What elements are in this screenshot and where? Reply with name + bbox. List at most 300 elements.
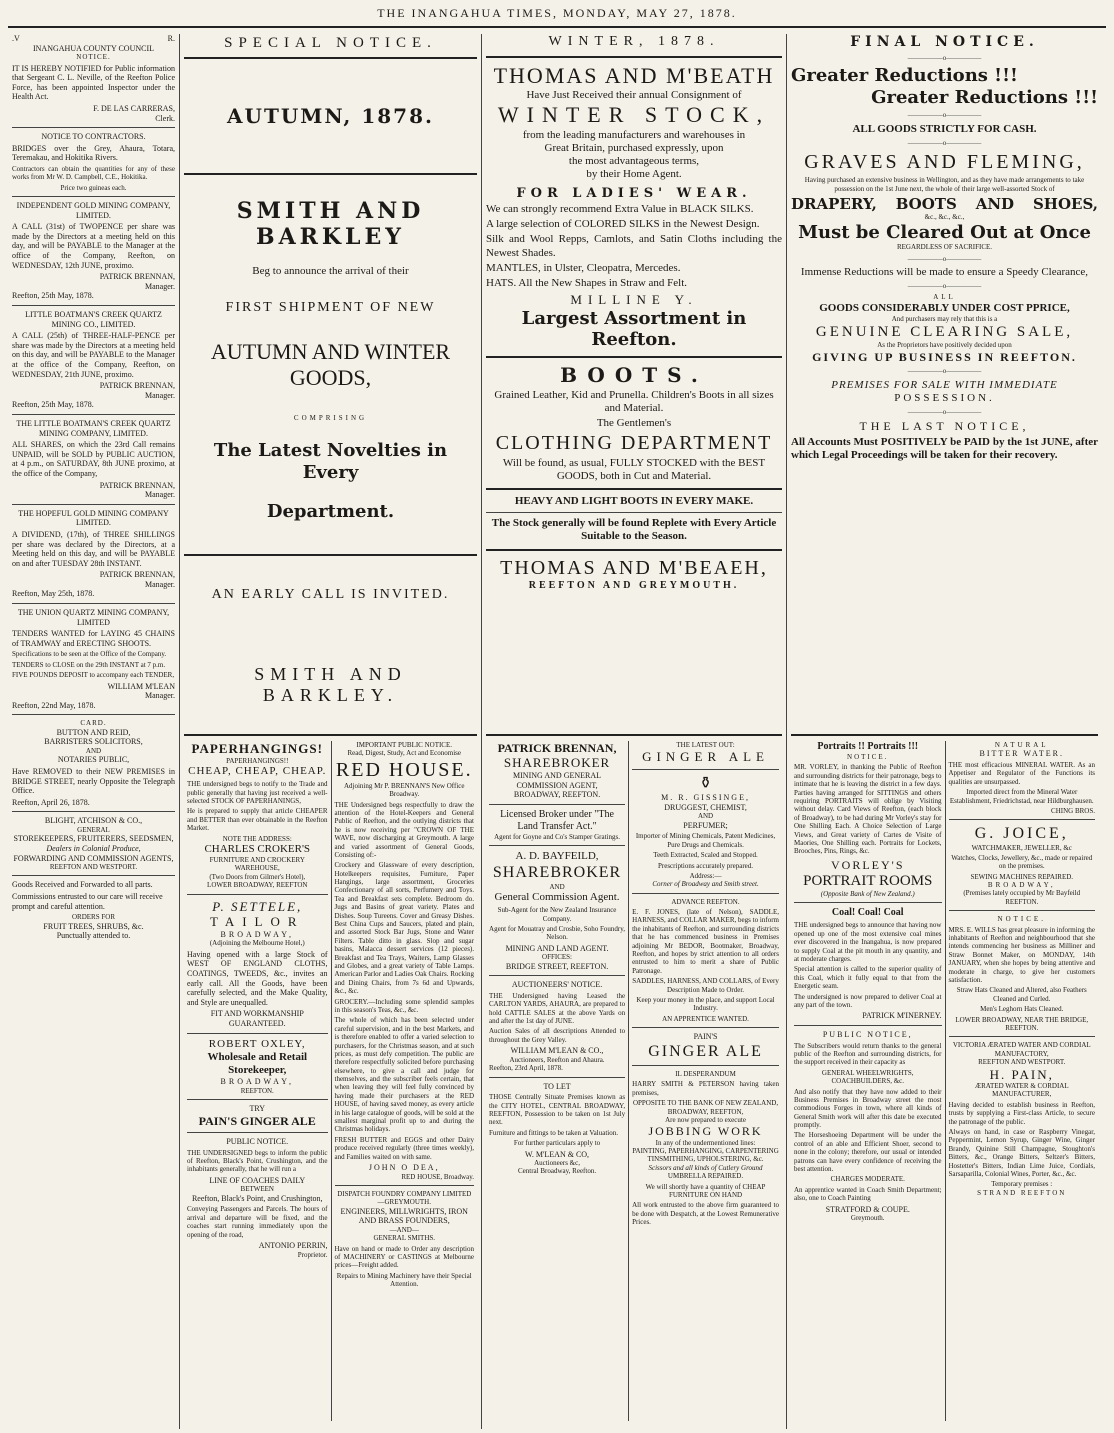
little-boatman-signature: PATRICK BRENNAN, [99,381,175,391]
pet-body-5: PAINTING, PAPERHANGING, CARPENTERING [632,1147,779,1156]
union-signature-title: Manager. [145,691,175,701]
oxley-pain: PAIN'S GINGER ALE [198,1113,316,1128]
pet-body-9: We will shortly have a quantity of CHEAP FURNITURE ON HAND [645,1182,766,1200]
ad-offices: OFFICES: [542,953,573,962]
ph-doors: (Two Doors from Gilmer's Hotel), [209,872,306,881]
settele-name: P. SETTELE, [212,898,303,914]
bit-name: BITTER WATER. [979,749,1064,759]
vor-opposite: (Opposite Bank of New Zealand.) [820,890,915,899]
independent-call [12,201,175,301]
paperhangings-ad [187,741,328,890]
pb-licensed: Licensed Broker under "The Land Transfer Act." [500,808,614,832]
final-notice: FINAL NOTICE. [850,34,1039,50]
little-boatman-heading: LITTLE BOATMAN'S CREEK QUARTZ MINING CO., LIMITED. [25,310,162,329]
auctioneers-ad [489,980,625,1072]
joi-body: WATCHMAKER, JEWELLER, &c [971,843,1072,852]
genuine-sale: GENUINE CLEARING SALE, [815,324,1074,341]
patrick-brennan-ad [489,741,625,841]
smith-barkley-title: SMITH AND BARKLEY [236,198,425,251]
ph-name: CHARLES CROKER'S [204,842,311,855]
pains-ginger-ad [632,1032,779,1061]
wil-body-4: LOWER BROADWAY, NEAR THE BRIDGE, REEFTON. [955,1015,1089,1032]
let-body: THOSE Centrally Situate Premises known as the CITY HOTEL, CENTRAL BROADWAY, REEFTON, Possession to be taken on 1st July next. [489,1093,626,1127]
jon-body: E. F. JONES, (late of Nelson), SADDLE, HARNESS, and COLLAR MAKER, begs to inform the inhabitants of Reefton, and surrounding districts that he has commenced business in Premises adjoining Mr BEDOR, Bootmaker, Broadway, Reefton, and hopes by strict attention to all orders entrusted to him to merit a share of Public Patronage. [632,908,779,975]
coach-signature-title: Proprietor. [297,1250,328,1259]
joi-body-4: (Premises lately occupied by Mr Bayfeild REEFTON. [963,889,1081,906]
jon-body-2: SADDLES, HARNESS, AND COLLARS, of Every Description Made to Order. [632,977,779,994]
joi-body-3: SEWING MACHINES REPAIRED. [970,872,1074,881]
columns [8,34,1106,1429]
vic-body-3: Always on hand, in case or Raspberry Vinegar, Peppermint, Lemon Syrup, Ginger Wine, Ginger Brandy, Quinine Still Champagne, Stoughton's Bitters, &c., Orange Bitters, Seltzer's Bitters, Hostetter's Bitters, Indian Lime Juice, Cordials, Sarsaparilla, Colonial Wines, Porter, &c., &c. [948,1128,1095,1178]
must-be-cleared: Must be Cleared Out at Once [798,221,1091,243]
from-leading: from the leading manufacturers and warehouses in [522,128,746,141]
little-boatman-body: A CALL (25th) of THREE-HALF-PENCE per share was made by the Directors at a meeting held on this day, and will be PAYABLE to the Manager at the office of the Company, Reefton, on WEDNESDAY, 21th JUNE, proximo. [12,331,175,379]
let-body-3: For further particulars apply to [513,1139,601,1148]
little-boatman-call [12,310,175,410]
drapery-line [791,195,1098,213]
independent-signature-title: Manager. [145,281,175,291]
vor-name: VORLEY'S [831,857,905,872]
graves-fleming-ad: FINAL NOTICE. —————o————— Greater Reductions !!! Greater Reductions !!! —————o————— ALL GOODS STRICTLY FOR CASH. —————o————— GRAVES AND FLEMING, Having purchased an extensive business in Wellington, and as they have made arrangements to take possession on the 1st June next, the whole of their large well-assorted Stock of DRAPERY, BOOTS AND SHOES, &c., &c., &c., Must be Cleared Out at Once REGARDLESS OF SACRIFICE. —————o————— Immense Reductions will be made to ensure a Speedy Clearance, —————o————— ALL GOODS CONSIDERABLY UNDER COST PPRICE, And purchasers may rely that this is a GENUINE CLEARING SALE, As the Proprietors have positively decided upon GIVING UP BUSINESS IN REEFTON. —————o————— PREMISES FOR SALE WITH IMMEDIATE POSSESSION. —————o————— THE LAST NOTICE, All Accounts Must POSITIVELY be PAID by the 1st JUNE, after which Legal Proceedings will be taken for their recovery. [791,34,1098,461]
coach-ad [187,1137,328,1259]
gin-latest: THE LATEST OUT: [676,741,735,749]
gis-body-3: Importer of Mining Chemicals, Patent Medicines, Pure Drugs and Chemicals. [635,832,776,849]
auc-date: Reefton, 23rd April, 1878. [489,1064,563,1073]
wil-body-2: Straw Hats Cleaned and Altered, also Feathers Cleaned and Curled. [956,986,1087,1003]
coach-line: LINE OF COACHES DAILY [209,1175,306,1185]
council-notice [12,34,175,123]
col4-right-sub [945,741,1099,1421]
masthead: THE INANGAHUA TIMES, MONDAY, MAY 27, 1878. [8,6,1106,28]
contractors-heading: NOTICE TO CONTRACTORS. [41,132,146,142]
immense-reductions: Immense Reductions will be made to ensure a Speedy Clearance, [800,265,1089,278]
vorley-ad [794,741,942,898]
button-reid-and: AND [85,746,102,755]
hats: HATS. All the New Shapes in Straw and Felt. [486,277,688,290]
pet-body: HARRY SMITH & PETERSON having taken premises, [632,1080,779,1097]
pub-body-2: GENERAL WHEELWRIGHTS, COACHBUILDERS, &c. [821,1068,914,1086]
independent-date: Reefton, 25th May, 1878. [12,291,94,301]
wil-heading: NOTICE. [997,915,1046,924]
coach-signature: ANTONIO PERRIN, [258,1241,328,1251]
mortar-icon: ⚱ [698,774,713,792]
bayfeild-ad [489,850,625,971]
boatman-auction-heading: THE LITTLE BOATMAN'S CREEK QUARTZ MINING COMPANY, LIMITED. [16,418,171,438]
rh-signature-title: RED HOUSE, Broadway. [401,1172,474,1181]
etc-line: &c., &c., &c., [924,213,965,222]
blight-heading: BLIGHT, ATCHISON & CO., [44,816,143,826]
ad-address: BRIDGE STREET, REEFTON. [505,961,609,971]
button-reid-body-3: Have REMOVED to their NEW PREMISES in BRIDGE STREET, nearly Opposite the Telegraph Office. [12,766,175,796]
vor-body: MR. VORLEY, in thanking the Public of Reefton and surrounding districts for their patronage, begs to intimate that he is leaving the district in a few days. Parties having arranged for SITTINGS and others requiring PORTRAITS will oblige by Visiting without delay. Card Views of Reefton, (each block of Broadway), to be had during Mr Vorley's stay for One Shilling Each. A Choice Selection of Large Views, and Great variety of Cartes de Visite of Maories, One Shilling each. Portraits for Lockets, Brooches, Pins, Rings, &c. [794,763,942,856]
great-britain: Great Britain, purchased expressly, upon [544,141,724,154]
df-body-3: Have on hand or made to Order any description of MACHINERY or CASTINGS at Melbourne prices—Freight added. [334,1244,474,1270]
gis-address-label: Address:— [689,871,722,880]
union-tenders [12,608,175,710]
vic-body: ÆRATED WATER & CORDIAL MANUFACTURER, [974,1082,1069,1099]
pub-body: The Subscribers would return thanks to the general public of the Reefton and surrounding districts, for the support received in their capacity as [794,1041,942,1067]
oxley-name: ROBERT OXLEY, [208,1037,306,1050]
auc-body: THE Undersigned having Leased the CARLTON YARDS, AHAURA, are prepared to hold CATTLE SALES at the above Yards on and after the 1st day of JUNE. [489,991,626,1026]
pet-body-8: UMBRELLA REPAIRED. [667,1172,744,1181]
coal-body: THE undersigned begs to announce that having now opened up one of the most extensive coal mines ever discovered in the Inangahua, is now prepared to supply Coal at the pit mouth in any quantity, and at moderate charges. [794,921,942,964]
thomas-mbeath-title: THOMAS AND M'BEATH [493,62,775,88]
union-body-2: Specifications to be seen at the Office of the Company. [12,650,167,659]
accounts-due: All Accounts Must POSITIVELY be PAID by the 1st JUNE, after which Legal Proceedings will be taken for their recovery. [791,435,1098,461]
auc-signature-title: Auctioneers, Reefton and Ahaura. [509,1055,605,1064]
corner-left: .V [12,34,20,43]
announce-line: Beg to announce the arrival of their [252,264,409,277]
boatman-auction [12,419,175,500]
union-date: Reefton, 22nd May, 1878. [12,700,96,710]
bitter-water-ad [949,741,1096,815]
ad-mining: MINING AND LAND AGENT. [505,943,609,953]
ph-body: THE undersigned begs to notify to the Trade and public generally that having just received a well-selected STOCK OF PAPERHANINGS, [187,780,328,805]
drapery: DRAPERY, [791,195,877,214]
having-purchased: Having purchased an extensive business in Wellington, and as they have made arrangements to take possession on the 1st June next, the whole of their large well-assorted Stock of [804,176,1085,193]
gentlemen: The Gentlemen's [596,417,672,430]
council-signature-title: Clerk. [155,113,175,123]
joice-ad [949,824,1096,906]
gin-heading: GINGER ALE [642,749,769,765]
last-notice: THE LAST NOTICE, [859,419,1030,434]
mantles: MANTLES, in Ulster, Cleopatra, Mercedes. [486,261,681,274]
union-body: TENDERS WANTED for LAYING 45 CHAINS of TRAMWAY and ERECTING SHOOTS. [12,629,175,648]
ginger-ale-ad [632,741,779,765]
coach-body: THE UNDERSIGNED begs to inform the public of Reefton, Black's Point, Crushington, and the inhabitants generally, that he will run a [187,1148,328,1174]
bit-body: THE most efficacious MINERAL WATER. As an Appetiser and Regulator of the Functions its qualities are unsurpassed. [948,760,1095,786]
ph-cheap: CHEAP, CHEAP, CHEAP. [188,764,327,777]
rh-body-4: The whole of which has been selected under careful supervision, and in the best Markets, and is therefore enabled to offer a varied selection to purchasers, for the Christmas season, and at such prices, as must defy competition. The public are therefore respectfully solicited before purchasing elsewhere, to give a call and judge for themselves, and the subscriber feels certain, that when leaving they will feel fully convinced by having made their purchasers at the RED HOUSE, of having saved money, as every article in his large catalogue of goods, will be sold at the smallest marginal profit up to and during the Christmas holidays. [334,1016,474,1134]
proprietors-decided: As the Proprietors have positively decided upon [877,341,1012,350]
union-body-3: TENDERS to CLOSE on the 29th INSTANT at 7 p.m. [12,660,166,669]
special-notice: SPECIAL NOTICE. [224,35,437,51]
pet-body-6: TINSMITHING, UPHOLSTERING, &c. [647,1155,764,1164]
vic-place: REEFTON AND WESTPORT. [978,1058,1066,1067]
jones-ad [632,898,779,1023]
pb-address: BROADWAY, REEFTON. [513,790,601,800]
oxley-place: REEFTON. [240,1086,274,1095]
let-heading: TO LET [543,1081,571,1091]
blight-place: REEFTON AND WESTPORT. [49,863,138,872]
pet-body-4: In any of the undermentioned lines: [655,1138,756,1147]
pub-body-4: The Horseshoeing Department will be under the control of an able and Efficient Shoer, second to none in the colony; therefore, our usual or intended patrons can have every confidence of receiving the best attention. [794,1131,942,1174]
have-received: Have Just Received their annual Consignment of [526,89,742,102]
graves-fleming-title: GRAVES AND FLEMING, [804,151,1085,174]
largest-assortment: Largest Assortment in Reefton. [521,307,747,351]
settele-adjoining: (Adjoining the Melbourne Hotel,) [209,939,305,948]
clothing-department: CLOTHING DEPARTMENT [495,431,773,454]
possession: POSSESSION. [894,391,995,404]
premises-for-sale: PREMISES FOR SALE WITH IMMEDIATE [831,378,1058,391]
union-signature: WILLIAM M'LEAN [107,681,175,691]
rh-signature: JOHN O DEA, [368,1162,440,1172]
oxley-broadway: BROADWAY, [220,1077,294,1087]
card-label: CARD. [80,719,107,728]
gis-body-2: PERFUMER; [683,820,728,830]
joi-name: G. JOICE, [974,825,1069,843]
let-body-2: Furniture and fittings to be taken at Valuation. [489,1128,618,1137]
purchasers-rely: And purchasers may rely that this is a [891,315,998,324]
pet-body-10: All work entrusted to the above firm guaranteed to be done with Despatch, at the Lowest Remunerative Prices. [632,1201,779,1227]
ph-subheading: PAPERHANGINGS!! [226,756,289,765]
gis-and: AND [697,812,714,821]
vic-heading: VICTORIA ÆRATED WATER AND CORDIAL MANUFACTORY, [952,1041,1091,1058]
ph-address: LOWER BROADWAY, REEFTON [207,881,308,890]
cash-only: ALL GOODS STRICTLY FOR CASH. [852,122,1037,135]
hopeful-body: A DIVIDEND, (17th), of THREE SHILLINGS per share was declared by the Directors, at a Meeting held on this day, and will be PAYABLE on and after TUESDAY 28th INSTANT. [12,529,175,568]
col3-right-sub [628,741,782,1421]
ad-body-2: Agent for Mouatray and Crosbie, Soho Foundry, Nelson. [489,924,626,942]
victoria-aerated-ad [949,1041,1096,1197]
gis-address: Corner of Broadway and Smith street. [652,880,759,889]
blight-body-5: Commissions entrusted to our care will receive prompt and careful attention. [12,892,163,911]
autumn-title: AUTUMN, 1878. [227,104,434,128]
column-4 [787,34,1102,1429]
hopeful-signature-title: Manager. [145,579,175,589]
coach-between: BETWEEN [240,1185,274,1194]
comprising-label: COMPRISING [293,413,368,422]
council-heading: INANGAHUA COUNTY COUNCIL [32,43,155,53]
boatman-auction-body: ALL SHARES, on which the 23rd Call remains UNPAID, will be SOLD by PUBLIC AUCTION, at 4 p.m., on SATURDAY, 8th JUNE proximo, at the office of the Company, [12,440,175,478]
coal-signature: PATRICK M'INERNEY. [862,1011,942,1021]
thomas-mbeath-footer: THOMAS AND M'BEAEH, [500,556,768,579]
oxley-try: TRY [249,1104,266,1114]
vic-body-2: Having decided to establish business in Reefton, trusts by supplying a First-class Article, to secure the patronage of the public. [948,1100,1095,1126]
little-boatman-signature-title: Manager. [145,390,175,400]
peterson-ad [632,1070,779,1227]
pb-name: PATRICK BRENNAN, [497,741,617,755]
rh-body-5: FRESH BUTTER and EGGS and other Dairy produce received regularly (three times weekly), and Families waited on with same. [334,1135,474,1161]
rh-adjoining: Adjoining Mr P. BRENNAN'S New Office Broadway. [343,781,465,799]
auc-heading: AUCTIONEERS' NOTICE. [511,980,603,990]
pub-signature: STRATFORD & COUPE. [825,1204,910,1214]
ladies-wear: FOR LADIES' WEAR. [516,185,752,201]
pain-heading: PAIN'S [693,1032,718,1042]
button-reid-card [12,719,175,807]
pub-body-3: And also notify that they have now added to their Business Premises in Broadway street the most commodious Forges in town, where all kinds of General Smith work will after this date be executed promptly. [794,1087,942,1130]
ph-heading: PAPERHANGINGS! [191,741,323,756]
union-body-4: FIVE POUNDS DEPOSIT to accompany each TENDER, [12,671,175,680]
blight-general: GENERAL [77,825,110,834]
ad-and: AND [549,882,565,891]
oxley-ad [187,1038,328,1129]
joi-broadway: BROADWAY, [987,881,1056,890]
little-boatman-date: Reefton, 25th May, 1878. [12,400,94,410]
col4-left-sub [791,741,945,1421]
and-word: AND [975,195,1015,214]
df-body-2: GENERAL SMITHS. [373,1234,436,1243]
rh-body: THE Undersigned begs respectfully to draw the attention of the Hotel-Keepers and General Public of Reefton, and the outlying districts that he is now receiving per "CROWN OF THE WAVE, now discharging at Greymouth. A large and varied assortment of General Goods, Consisting of:- [334,800,474,859]
settele-broadway: BROADWAY, [220,929,294,939]
let-signature-title: Auctioneers &c, [534,1159,580,1168]
rh-body-3: GROCERY.—Including some splendid samples in this season's Teas, &c., &c. [334,997,474,1014]
rh-body-2: Crockery and Glassware of every description, Hotelkeepers requisites, Furniture, Paper Hangings, large assortment, Groceries Confectionary of all sorts, Perfumery and Toys. Tea and Breakfast sets complete. Bedroom do. Jugs and Basins of great variety. Plates and Dishes. Soup Tureens. Cover and Greasy Dishes. Best China Cups and Saucers, plated and plain, and assorted Stock Bar Jugs, Stone and Water Filters. Table ditto in glass. Slop and sugar basins, Malacca dessert services (12 pieces). Breakfast and Tea Trays, Waiters, Lamp Glasses and Globes, and a great variety of Table Lamps. American Parlor and Ladies Oak Chairs. Rocking and Dining Chairs, from 7s 6d and Upwards, &c., &c. [334,861,474,996]
department-line: Department. [266,501,395,523]
pub-body-5: An apprentice wanted in Coach Smith Department; also, one to Coach Painting [794,1185,942,1203]
col2-left-sub [184,741,331,1421]
pet-body-3: Are now prepared to execute [665,1115,746,1124]
coach-heading: PUBLIC NOTICE. [226,1137,289,1147]
ph-note: NOTE THE ADDRESS: [222,834,292,843]
col2-right-sub [331,741,478,1421]
coal-ad [794,907,942,1021]
winter-title: WINTER, 1878. [548,34,720,49]
settele-body: Having opened with a large Stock of WEST OF ENGLAND CLOTHS, COATINGS, TWEEDS, &c., invites an early call. All the Goods, have been carefully selected, and the Make Quality, and Style are unequalled. [187,949,328,1007]
millinery: MILLINE Y. [570,292,698,308]
coach-body-2: Reefton, Black's Point, and Crushington, [191,1193,323,1203]
gissinge-ad [632,774,779,889]
corner-right: R. [167,34,175,43]
blight-body-3: FORWARDING AND COMMISSION AGENTS, [13,853,174,863]
all-label: ALL [933,293,956,302]
independent-signature: PATRICK BRENNAN, [99,272,175,282]
column-3 [482,34,787,1429]
pain-ginger: GINGER ALE [648,1042,763,1060]
council-body: IT IS HEREBY NOTIFIED for Public information that Sergeant C. L. Neville, of the Reefton Police Force, has been appointed Inspector under the Health Act. [12,63,175,102]
blight-body-4: Goods Received and Forwarded to all parts. [12,880,153,890]
giving-up: GIVING UP BUSINESS IN REEFTON. [812,349,1077,364]
wills-ad [949,915,1096,1032]
pub-heading: PUBLIC NOTICE, [822,1029,913,1039]
boatman-auction-signature-title: Manager. [145,490,175,500]
bit-heading: NATURAL [994,741,1049,749]
coach-body-3: Conveying Passengers and Parcels. The hours of arrival and departure will be fixed, and the coaches start running immediately upon the opening of the road, [187,1205,328,1239]
gis-body-4: Teeth Extracted, Scaled and Stopped. [653,851,758,860]
bit-signature: CHING BROS. [1051,806,1095,815]
jon-heading: ADVANCE REEFTON. [671,897,740,906]
independent-heading: INDEPENDENT GOLD MINING COMPANY, LIMITED. [16,201,171,220]
vic-body-4: Temporary premises : [991,1180,1053,1189]
settele-fit: FIT AND WORKMANSHIP GUARANTEED. [210,1009,304,1028]
red-house-ad [335,741,475,1181]
contractors-notice [12,132,175,192]
smith-barkley-ad [184,34,477,729]
contractors-body-2: Contractors can obtain the quantities for any of these works from Mr W. D. Campbell, C.E., Hokitika. [12,164,175,182]
silk-wool: Silk and Wool Repps, Camlots, and Satin Cloths including the Newest Shades. [486,233,782,259]
vic-body-5: STRAND REEFTON [977,1188,1067,1197]
let-signature: W. M'LEAN & CO, [525,1149,590,1159]
ph-store: FURNITURE AND CROCKERY WAREHOUSE, [209,856,305,873]
settele-tailor: TAILOR [209,914,305,930]
winter-stock: WINTER STOCK, [497,102,771,128]
blight-body-2: Dealers in Colonial Produce, [46,843,141,853]
autumn-winter-goods: AUTUMN AND WINTER GOODS, [210,338,451,391]
pub-signature-place: Greymouth. [850,1214,885,1223]
smith-barkley-footer: SMITH AND BARKLEY. [254,663,407,706]
vor-heading: Portraits !! Portraits !!! [817,741,919,752]
ad-sharebroker: SHAREBROKER [492,864,622,882]
pet-body-7: Scissors and all kinds of Cutlery Ground [648,1163,763,1172]
let-signature-place: Central Broadway, Reefton. [518,1167,597,1176]
button-reid-date: Reefton, April 26, 1878. [12,797,90,807]
pub-charges: CHARGES MODERATE. [830,1175,905,1184]
rh-name: RED HOUSE. [335,758,473,781]
contractors-body: BRIDGES over the Grey, Ahaura, Totara, Teremakau, and Hokitika Rivers. [12,143,175,163]
hopeful-date: Reefton, May 25th, 1878. [12,589,95,599]
independent-body: A CALL (31st) of TWOPENCE per share was made by the Directors at a meeting held on this day, and will be PAYABLE to the Manager at the office of the Company, Reefton, on WEDNESDAY, 12th JUNE, proximo. [12,222,175,270]
settele-ad [187,899,328,1029]
regardless: REGARDLESS OF SACRIFICE. [896,243,993,252]
will-be-found: Will be found, as usual, FULLY STOCKED with the BEST GOODS, both in Cut and Material. [502,456,766,482]
boatman-auction-signature: PATRICK BRENNAN, [99,480,175,490]
heavy-light-boots: HEAVY AND LIGHT BOOTS IN EVERY MAKE. [514,494,754,507]
gis-body-5: Prescriptions accurately prepared. [658,861,754,870]
stock-generally: The Stock generally will be found Replete with Every Article Suitable to the Season. [491,517,777,543]
pb-sharebroker: SHAREBROKER [503,755,611,771]
boots-word: BOOTS [895,195,957,214]
button-reid-body-2: NOTARIES PUBLIC, [57,755,130,765]
hopeful-dividend [12,509,175,599]
colored-silks: A large selection of COLORED SILKS in the Newest Design. [486,218,760,231]
gis-name: M. R. GISSINGE, [661,793,750,803]
reefton-greymouth: REEFTON AND GREYMOUTH. [528,579,740,591]
blight-atchison [12,816,175,941]
column-1 [8,34,180,1429]
vic-name: H. PAIN, [989,1066,1054,1082]
grained-leather: Grained Leather, Kid and Prunella. Children's Boots in all sizes and Material. [494,389,774,415]
button-reid-body: BARRISTERS SOLICITORS, [44,737,143,747]
latest-novelties: The Latest Novelties in Every [213,439,448,483]
most-advantageous: the most advantageous terms, [568,155,700,168]
silks: We can strongly recommend Extra Value in BLACK SILKS. [486,203,754,216]
ad-general: General Commission Agent. [494,890,620,903]
df-body-4: Repairs to Mining Machinery have their Special Attention. [336,1271,472,1289]
contractors-price: Price two guineas each. [60,183,127,192]
hopeful-heading: THE HOPEFUL GOLD MINING COMPANY LIMITED. [18,508,169,528]
dispatch-foundry-ad [335,1190,475,1289]
pb-body: MINING AND GENERAL COMMISSION AGENT, [513,770,602,790]
wil-body: MRS. E. WILLS has great pleasure in informing the inhabitants of Reefton and neighbourhood that she intends commencing her business as Milliner and Straw Bonnet Maker, on MONDAY, 14th JANUARY, when she hopes by being attentive and moderate in charge, to give her customers satisfaction. [948,925,1095,984]
blight-orders: ORDERS FOR [72,913,115,922]
greater-reductions-1: Greater Reductions !!! [791,65,1018,87]
thomas-mbeath-ad [486,34,782,729]
home-agent: by their Home Agent. [586,168,682,181]
blight-body-6: FRUIT TREES, SHRUBS, &c. [43,921,144,931]
shoes-word: SHOES, [1032,195,1098,214]
vor-rooms: PORTRAIT ROOMS [803,873,933,890]
council-signature: F. DE LAS CARRERAS, [93,103,175,113]
rh-read: Read, Digest, Study, Act and Economise [347,749,461,758]
vor-notice: NOTICE. [847,753,889,761]
df-and: —AND— [389,1225,419,1234]
df-body: ENGINEERS, MILLWRIGHTS, IRON AND BRASS FOUNDERS, [340,1206,468,1226]
early-call: AN EARLY CALL IS INVITED. [211,586,450,602]
col3-left-sub [486,741,628,1421]
ph-body-2: He is prepared to supply that article CHEAPER and BETTER than ever obtainable in the Reefton Market. [187,807,328,833]
auc-body-2: Auction Sales of all descriptions Attended to throughout the Grey Valley. [489,1027,626,1044]
blight-body-7: Punctually attended to. [56,931,131,941]
pet-body-2: OPPOSITE TO THE BANK OF NEW ZEALAND, BROADWAY, REEFTON, [632,1099,779,1116]
hopeful-signature: PATRICK BRENNAN, [99,570,175,580]
under-cost: GOODS CONSIDERABLY UNDER COST PPRICE, [819,301,1070,314]
joi-body-2: Watches, Clocks, Jewellery, &c., made or repaired on the premises. [951,853,1093,871]
pb-agent: Agent for Goyne and Co's Stamper Gratings. [494,832,620,841]
ad-body: Sub-Agent for the New Zealand Insurance Company. [497,906,617,923]
coal-body-2: Special attention is called to the superior quality of this Coal, which it fully equal to that from the Energetic seam. [794,965,942,991]
button-reid-heading: BUTTON AND REID, [56,727,131,737]
blight-body: STOREKEEPERS, FRUITERERS, SEEDSMEN, [13,834,174,844]
column-2 [180,34,482,1429]
coal-body-3: The undersigned is now prepared to deliver Coal at any part of the town. [794,992,942,1009]
pet-jobbing: JOBBING WORK [648,1124,763,1139]
oxley-body: Wholesale and Retail Storekeeper, [207,1050,308,1076]
union-heading: THE UNION QUARTZ MINING COMPANY, LIMITED [17,608,170,627]
to-let-ad [489,1082,625,1176]
df-heading: DISPATCH FOUNDRY COMPANY LIMITED—GREYMOUTH. [337,1189,472,1207]
council-notice-label: NOTICE. [76,53,111,62]
stratford-ad [794,1030,942,1223]
